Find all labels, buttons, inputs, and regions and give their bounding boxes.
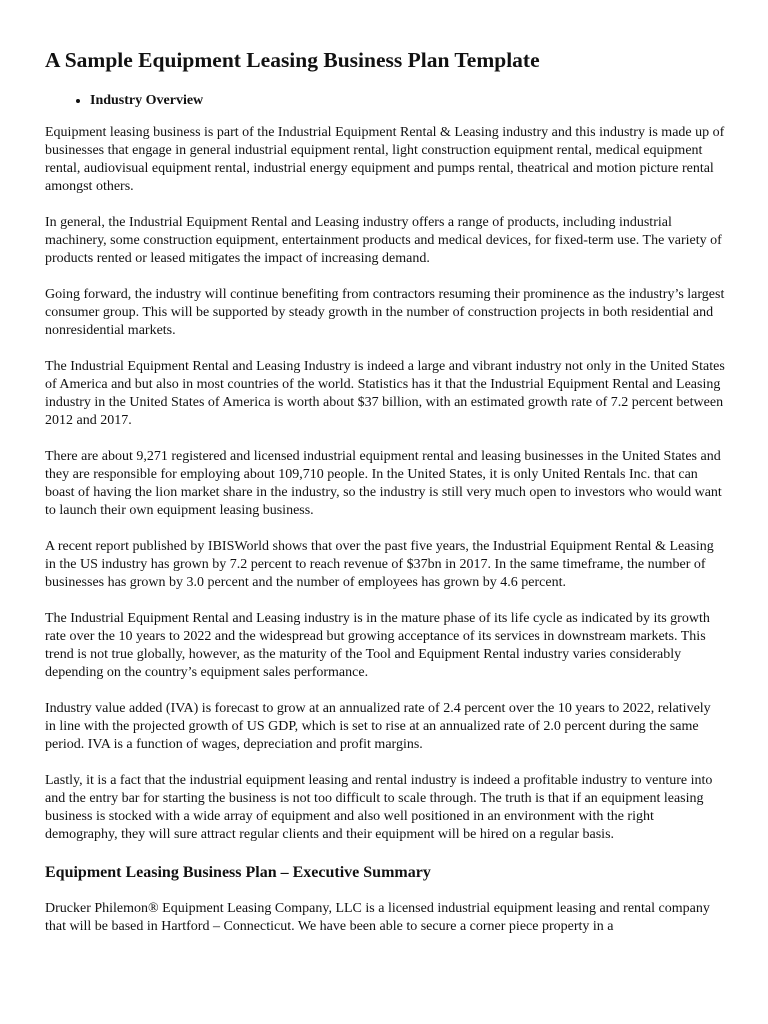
document-page: [45, 44, 725, 954]
paragraph-3: Going forward, the industry will continue benefiting from contractors resuming their prominence as the industry’s largest consumer group. This will be supported by steady growth in the number of construction projects in both residential and nonresidential markets.: [45, 287, 725, 338]
paragraph-9: Lastly, it is a fact that the industrial equipment leasing and rental industry is indeed a profitable industry to venture into and the entry bar for starting the business is not too difficult to scale through. The truth is that if an equipment leasing business is stocked with a wide array of equipment and also well positioned in an environment with the right demography, they will sure attract regular clients and their equipment will be hired on a regular basis.: [45, 773, 713, 842]
section-paragraph: Drucker Philemon® Equipment Leasing Company, LLC is a licensed industrial equipment leasing and rental company that will be based in Hartford – Connecticut. We have been able to secure a corner piece property in a: [45, 901, 710, 934]
bullet-industry-overview: • Industry Overview: [90, 90, 725, 112]
paragraph-7: The Industrial Equipment Rental and Leasing industry is in the mature phase of its life cycle as indicated by its growth rate over the 10 years to 2022 and the widespread but growing acceptance of its services in downstream markets. This trend is not true globally, however, as the maturity of the Tool and Equipment Rental industry varies considerably depending on the country’s equipment sales performance.: [45, 611, 710, 680]
document-title: A Sample Equipment Leasing Business Plan Template: [45, 48, 540, 72]
paragraph-4: The Industrial Equipment Rental and Leasing Industry is indeed a large and vibrant industry not only in the United States of America and but also in most countries of the world. Statistics has it that the Industrial Equipment Rental and Leasing industry in the United States of America is worth about $37 billion, with an estimated growth rate of 7.2 percent between 2012 and 2017.: [45, 359, 725, 428]
section-heading: Equipment Leasing Business Plan – Executive Summary: [45, 864, 431, 881]
paragraph-5: There are about 9,271 registered and licensed industrial equipment rental and leasing businesses in the United States and they are responsible for employing about 109,710 people. In the United States, it is only United Rentals Inc. that can boast of having the lion market share in the industry, so the industry is still very much open to investors who would want to launch their own equipment leasing business.: [45, 449, 722, 518]
paragraph-6: A recent report published by IBISWorld shows that over the past five years, the Industrial Equipment Rental & Leasing in the US industry has grown by 7.2 percent to reach revenue of $37bn in 2017. In the same timeframe, the number of businesses has grown by 3.0 percent and the number of employees has grown by 4.6 percent.: [45, 539, 714, 590]
paragraph-8: Industry value added (IVA) is forecast to grow at an annualized rate of 2.4 percent over the 10 years to 2022, relatively in line with the projected growth of US GDP, which is set to rise at an annualized rate of 2.0 percent during the same period. IVA is a function of wages, depreciation and profit margins.: [45, 701, 711, 752]
bullet-list: [45, 90, 725, 112]
paragraph-2: In general, the Industrial Equipment Rental and Leasing industry offers a range of products, including industrial machinery, some construction equipment, entertainment products and medical devices, for fixed-term use. The variety of products rented or leased mitigates the impact of increasing demand.: [45, 215, 722, 266]
paragraph-1: Equipment leasing business is part of the Industrial Equipment Rental & Leasing industry and this industry is made up of businesses that engage in general industrial equipment rental, light construction equipment rental, medical equipment rental, audiovisual equipment rental, industrial energy equipment and pumps rental, theatrical and motion picture rental amongst others.: [45, 125, 725, 194]
